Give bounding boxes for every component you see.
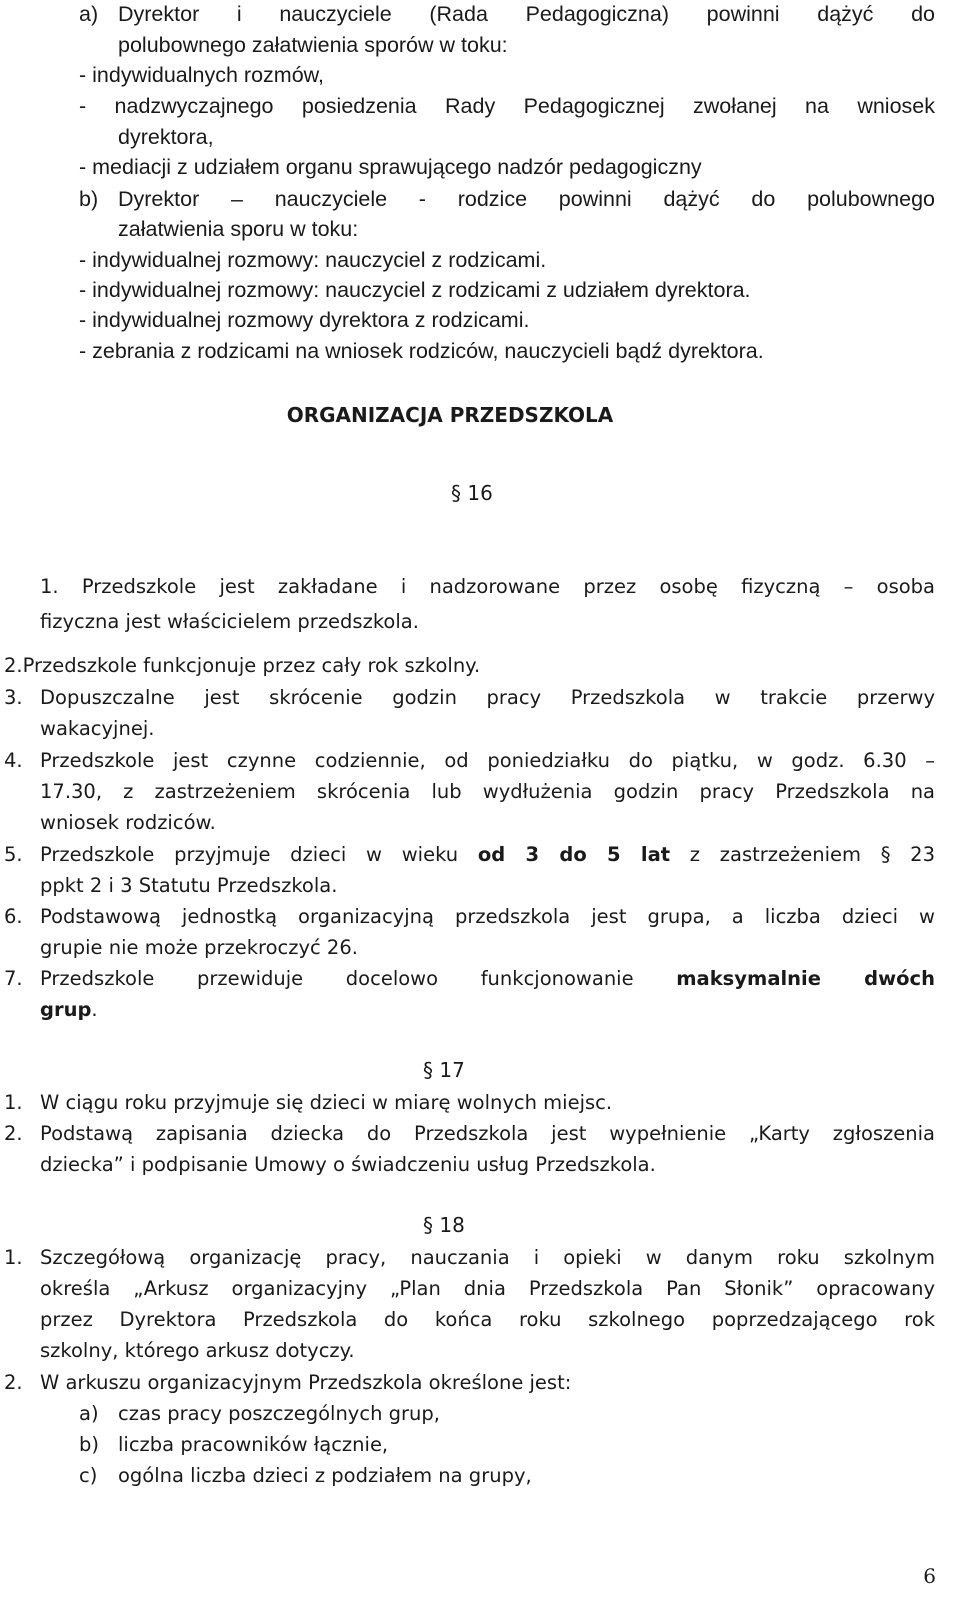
list-item: - indywidualnej rozmowy: nauczyciel z rodzicami. [79, 248, 547, 272]
paragraph-line: 17.30, z zastrzeżeniem skrócenia lub wydłużenia godzin pracy Przedszkola na [40, 780, 935, 803]
list-label-a: a) [79, 2, 99, 26]
paragraph-b-line: Dyrektor – nauczyciele - rodzice powinni dążyć do polubownego [118, 187, 935, 211]
bold-text: maksymalnie dwóch [676, 967, 935, 990]
section-number: § 18 [423, 1213, 465, 1237]
paragraph-line: Podstawą zapisania dziecka do Przedszkola jest wypełnienie „Karty zgłoszenia [40, 1122, 935, 1145]
paragraph-line: ppkt 2 i 3 Statutu Przedszkola. [40, 874, 338, 897]
list-item: czas pracy poszczególnych grup, [118, 1402, 440, 1425]
paragraph-line: 1. Przedszkole jest zakładane i nadzorowane przez osobę fizyczną – osoba [40, 575, 935, 598]
list-item: dyrektora, [118, 125, 214, 149]
paragraph-line [40, 994, 98, 1026]
paragraph-line: grupie nie może przekroczyć 26. [40, 936, 358, 959]
text-run: z zastrzeżeniem § 23 [670, 843, 935, 866]
paragraph-line: W ciągu roku przyjmuje się dzieci w miarę wolnych miejsc. [40, 1091, 613, 1114]
bold-text: grup [40, 998, 92, 1021]
list-number: 1. [4, 1091, 23, 1114]
text-run: Przedszkole przewiduje docelowo funkcjonowanie [40, 967, 677, 990]
paragraph-line: Przedszkole jest czynne codziennie, od poniedziałku do piątku, w godz. 6.30 – [40, 749, 935, 772]
list-item: - indywidualnej rozmowy dyrektora z rodzicami. [79, 308, 530, 332]
section-number: § 17 [423, 1058, 465, 1082]
paragraph-line: Dopuszczalne jest skrócenie godzin pracy Przedszkola w trakcie przerwy [40, 686, 935, 709]
paragraph-line [40, 839, 935, 871]
list-item: - zebrania z rodzicami na wniosek rodziców, nauczycieli bądź dyrektora. [79, 339, 764, 363]
paragraph-line: 2.Przedszkole funkcjonuje przez cały rok szkolny. [4, 654, 481, 677]
paragraph-line: Podstawową jednostką organizacyjną przedszkola jest grupa, a liczba dzieci w [40, 905, 935, 928]
list-label-b: b) [79, 187, 99, 211]
list-number: 2. [4, 1122, 23, 1145]
list-number: 2. [4, 1371, 23, 1394]
paragraph-line: W arkuszu organizacyjnym Przedszkola określone jest: [40, 1371, 572, 1394]
list-number: 7. [4, 967, 23, 990]
section-number: § 16 [451, 481, 493, 505]
paragraph-line: wniosek rodziców. [40, 811, 216, 834]
list-item: - mediacji z udziałem organu sprawującego nadzór pedagogiczny [79, 155, 702, 179]
paragraph-line: Szczegółową organizację pracy, nauczania i opieki w danym roku szkolnym [40, 1246, 935, 1269]
list-number: 3. [4, 686, 23, 709]
paragraph-b-line: załatwienia sporu w toku: [118, 217, 359, 241]
list-label-c: c) [79, 1464, 98, 1487]
list-item: - indywidualnych rozmów, [79, 63, 324, 87]
bold-text: od 3 do 5 lat [477, 843, 671, 866]
paragraph-line: dziecka” i podpisanie Umowy o świadczeniu usług Przedszkola. [40, 1153, 656, 1176]
list-item: ogólna liczba dzieci z podziałem na grupy, [118, 1464, 532, 1487]
list-item: - nadzwyczajnego posiedzenia Rady Pedagogicznej zwołanej na wniosek [79, 94, 935, 118]
paragraph-line [40, 963, 935, 995]
section-heading: ORGANIZACJA PRZEDSZKOLA [286, 403, 614, 427]
list-label-b: b) [79, 1433, 99, 1456]
list-label-a: a) [79, 1402, 99, 1425]
list-number: 4. [4, 749, 23, 772]
text-run: . [91, 998, 98, 1021]
list-number: 6. [4, 905, 23, 928]
paragraph-a-line: polubownego załatwienia sporów w toku: [118, 33, 508, 57]
paragraph-line: przez Dyrektora Przedszkola do końca roku szkolnego poprzedzającego rok [40, 1308, 935, 1331]
paragraph-line: szkolny, którego arkusz dotyczy. [40, 1339, 355, 1362]
paragraph-line: określa „Arkusz organizacyjny „Plan dnia Przedszkola Pan Słonik” opracowany [40, 1277, 935, 1300]
list-item: liczba pracowników łącznie, [118, 1433, 389, 1456]
page-number: 6 [923, 1564, 936, 1588]
paragraph-a-line: Dyrektor i nauczyciele (Rada Pedagogiczna) powinni dążyć do [118, 2, 935, 26]
text-run: Przedszkole przyjmuje dzieci w wieku [40, 843, 478, 866]
list-item: - indywidualnej rozmowy: nauczyciel z rodzicami z udziałem dyrektora. [79, 278, 751, 302]
paragraph-line: wakacyjnej. [40, 717, 155, 740]
list-number: 5. [4, 843, 23, 866]
list-number: 1. [4, 1246, 23, 1269]
paragraph-line: fizyczna jest właścicielem przedszkola. [40, 610, 419, 633]
